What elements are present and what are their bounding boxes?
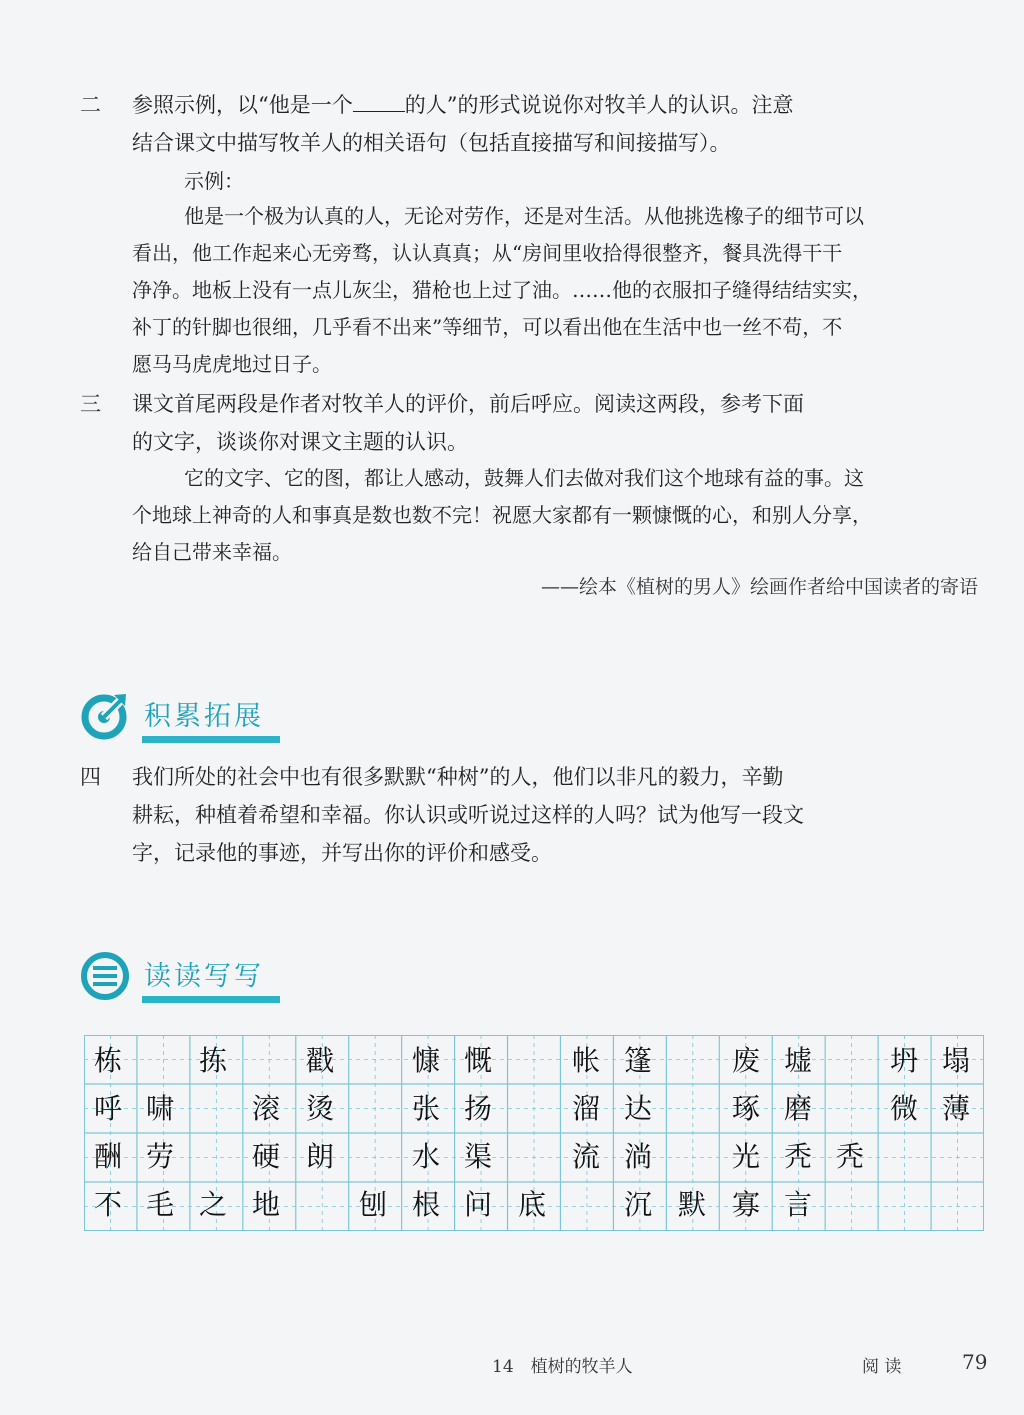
word-char: 达 xyxy=(624,1092,653,1125)
word-char: 磨 xyxy=(784,1092,813,1125)
word-char: 琢 xyxy=(732,1092,761,1125)
word-char: 酬 xyxy=(94,1140,123,1173)
word-char: 底 xyxy=(518,1188,547,1221)
word-char: 水 xyxy=(412,1140,441,1173)
quote-paragraph: 它的文字、它的图，都让人感动，鼓舞人们去做对我们这个地球有益的事。这 个地球上神奇的人和事真是数也数不完！祝愿大家都有一颗慷慨的心，和别人分享， 给自己带来幸福。 xyxy=(132,466,872,564)
word-char: 毛 xyxy=(146,1188,175,1221)
word-char: 问 xyxy=(464,1188,493,1221)
word-char: 硬 xyxy=(252,1140,281,1173)
word-char: 墟 xyxy=(784,1044,813,1077)
quote-source: ——绘本《植树的男人》绘画作者给中国读者的寄语 xyxy=(540,576,978,598)
accumulate-arrow-icon xyxy=(80,690,130,740)
page-number: 79 xyxy=(962,1350,988,1374)
word-char: 薄 xyxy=(942,1092,971,1125)
footer-lesson-title: 14 植树的牧羊人 xyxy=(492,1357,633,1377)
word-char: 秃 xyxy=(836,1140,865,1173)
word-char: 栋 xyxy=(94,1044,123,1077)
word-char: 寡 xyxy=(732,1188,761,1221)
question-text: 参照示例，以“他是一个 的人”的形式说说你对牧羊人的认识。注意 结合课文中描写牧羊人的相关语句（包括直接描写和间接描写）。 xyxy=(132,93,794,155)
word-char: 言 xyxy=(784,1188,813,1221)
section-underline xyxy=(142,736,280,743)
section-title: 读读写写 xyxy=(144,961,264,992)
word-char: 戳 xyxy=(306,1044,335,1077)
word-char: 微 xyxy=(890,1092,919,1125)
word-char: 帐 xyxy=(572,1044,601,1077)
word-char: 之 xyxy=(199,1188,228,1221)
question-2 xyxy=(80,86,980,162)
question-number: 四 xyxy=(80,765,101,789)
section-underline xyxy=(142,996,280,1003)
word-char: 废 xyxy=(732,1044,761,1077)
example-label: 示例： xyxy=(184,169,244,193)
question-number: 二 xyxy=(80,93,101,117)
word-char: 默 xyxy=(678,1188,707,1221)
word-char: 地 xyxy=(252,1188,281,1221)
word-char: 沉 xyxy=(624,1188,653,1221)
question-4 xyxy=(80,758,980,872)
word-char: 光 xyxy=(732,1140,761,1173)
word-char: 流 xyxy=(572,1140,601,1173)
word-char: 坍 xyxy=(890,1044,919,1077)
section-title: 积累拓展 xyxy=(144,701,264,732)
word-char: 渠 xyxy=(464,1140,493,1173)
word-grid xyxy=(84,1035,984,1231)
word-char: 呼 xyxy=(94,1092,123,1125)
word-char: 篷 xyxy=(624,1044,653,1077)
word-char: 朗 xyxy=(306,1140,335,1173)
word-char: 塌 xyxy=(942,1044,971,1077)
word-char: 啸 xyxy=(146,1092,175,1125)
word-char: 根 xyxy=(412,1188,441,1221)
word-char: 淌 xyxy=(624,1140,653,1173)
word-char: 扬 xyxy=(464,1092,493,1125)
word-char: 不 xyxy=(94,1188,123,1221)
word-char: 烫 xyxy=(306,1092,335,1125)
word-char: 劳 xyxy=(146,1140,175,1173)
question-text: 课文首尾两段是作者对牧羊人的评价，前后呼应。阅读这两段，参考下面 的文字，谈谈你对课文主题的认识。 xyxy=(132,392,804,454)
example-paragraph: 他是一个极为认真的人，无论对劳作，还是对生活。从他挑选橡子的细节可以 看出，他工作起来心无旁骛，认认真真；从“房间里收拾得很整齐，餐具洗得干干 净净。地板上没有一点儿灰尘，猎枪也上过了油。……他的衣服扣子缝得结结实实， 补丁的针脚也很细，几乎看不出来”等细节，可以看出他在生活中也一丝不苟，不 愿马马虎虎地过日子。 xyxy=(132,204,872,376)
word-char: 拣 xyxy=(199,1044,228,1077)
word-char: 溜 xyxy=(572,1092,601,1125)
question-number: 三 xyxy=(80,392,101,416)
read-write-lines-icon xyxy=(80,950,130,1000)
question-3 xyxy=(80,385,980,461)
word-char: 滚 xyxy=(252,1092,281,1125)
footer-unit: 阅 读 xyxy=(862,1357,902,1377)
word-char: 慷 xyxy=(412,1044,441,1077)
word-char: 张 xyxy=(412,1092,441,1125)
word-char: 刨 xyxy=(359,1188,388,1221)
word-char: 秃 xyxy=(784,1140,813,1173)
word-char: 慨 xyxy=(464,1044,493,1077)
fill-blank xyxy=(353,93,405,112)
question-text: 我们所处的社会中也有很多默默“种树”的人，他们以非凡的毅力，辛勤 耕耘，种植着希望和幸福。你认识或听说过这样的人吗？试为他写一段文 字，记录他的事迹，并写出你的评价和感受。 xyxy=(132,765,804,865)
